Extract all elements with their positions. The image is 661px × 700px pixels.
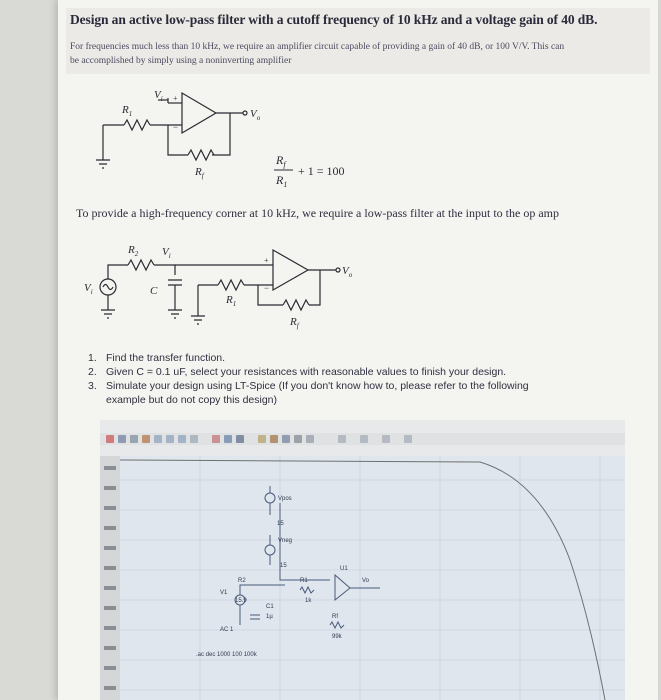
c1-label: C1 bbox=[266, 604, 274, 610]
vo-sch-label: Vo bbox=[362, 578, 370, 584]
resistor-r2-icon bbox=[128, 260, 154, 270]
resistor-r1b-icon bbox=[218, 280, 244, 290]
task-list bbox=[88, 352, 628, 408]
v15b-label: 15 bbox=[280, 563, 287, 569]
svg-text:−: − bbox=[264, 283, 270, 293]
circuit2-opamp bbox=[273, 250, 308, 290]
v15c-label: 15.9 bbox=[235, 598, 247, 604]
ground-icon bbox=[96, 160, 110, 168]
u1-label: U1 bbox=[340, 566, 348, 572]
resistor-rf-icon bbox=[188, 150, 214, 160]
ground-icon bbox=[168, 310, 182, 318]
circuit2-vi-label: $V_i$ bbox=[84, 282, 93, 296]
vo-terminal-icon bbox=[243, 111, 247, 115]
circuit2-vi2-label: $V_i$ bbox=[162, 246, 171, 260]
task-item: 3. Simulate your design using LT-Spice (If you don't know how to, please refer to the following bbox=[88, 380, 529, 392]
vneg-label: Vneg bbox=[278, 538, 293, 544]
svg-text:+: + bbox=[264, 256, 269, 265]
ground-icon bbox=[191, 316, 205, 324]
circuit1-rf-label: $R_f$ bbox=[195, 166, 204, 180]
intro-line-1: For frequencies much less than 10 kHz, we require an amplifier circuit capable of providing a gain of 40 dB, or 100 V/V. This can bbox=[70, 42, 565, 52]
circuit2-r1-label: $R_1$ bbox=[226, 294, 237, 308]
schematic-area bbox=[120, 456, 625, 700]
v1-label: V1 bbox=[220, 590, 228, 596]
gain-equation bbox=[274, 153, 345, 189]
r2-label: R2 bbox=[238, 578, 246, 584]
rf-sch-label: Rf bbox=[332, 614, 338, 620]
circuit2-rf-label: $R_f$ bbox=[290, 316, 299, 330]
problem-title: Design an active low-pass filter with a cutoff frequency of 10 kHz and a voltage gain of 40 dB. bbox=[70, 12, 598, 27]
ltspice-canvas bbox=[100, 420, 625, 700]
document-page bbox=[58, 0, 658, 700]
paragraph-lowpass: To provide a high-frequency corner at 10 kHz, we require a low-pass filter at the input to the op amp bbox=[76, 206, 559, 220]
task-item: 1. Find the transfer function. bbox=[88, 352, 226, 364]
vpos-label: Vpos bbox=[278, 496, 292, 502]
resistor-rf2-icon bbox=[283, 300, 309, 310]
svg-text:+: + bbox=[173, 94, 178, 103]
circuit-diagrams bbox=[58, 0, 658, 345]
c1val-label: 1µ bbox=[266, 614, 273, 620]
circuit2-r2-label: $R_2$ bbox=[128, 244, 139, 258]
v15a-label: 15 bbox=[277, 521, 284, 527]
rfval-label: 99k bbox=[332, 634, 342, 640]
intro-line-2: be accomplished by simply using a noninverting amplifier bbox=[70, 56, 292, 66]
svg-text:+ 1 = 100: + 1 = 100 bbox=[298, 164, 345, 178]
resistor-r1-icon bbox=[124, 120, 150, 130]
r1val-label: 1k bbox=[305, 598, 312, 604]
svg-text:Rf: $R_f$ bbox=[276, 153, 286, 169]
directive-label: .ac dec 1000 100 100k bbox=[196, 652, 257, 658]
svg-text:R1: $R_1$ bbox=[276, 173, 288, 189]
ltspice-screenshot bbox=[100, 420, 625, 700]
ground-icon bbox=[101, 310, 115, 318]
circuit1-opamp bbox=[182, 93, 216, 133]
circuit2-c-label: C bbox=[150, 285, 158, 297]
circuit1-r1-label: $R_1$ bbox=[122, 104, 133, 118]
task-item: 2. Given C = 0.1 uF, select your resistances with reasonable values to finish your design. bbox=[88, 366, 507, 378]
task-item: example but do not copy this design) bbox=[106, 394, 278, 406]
r1-sch-label: R1 bbox=[300, 578, 308, 584]
circuit1-vi-label: $V_i$ bbox=[154, 89, 163, 103]
vo2-terminal-icon bbox=[336, 268, 340, 272]
svg-text:−: − bbox=[173, 122, 179, 132]
ac-label: AC 1 bbox=[220, 627, 234, 633]
capacitor-c-icon bbox=[168, 280, 182, 285]
circuit1-vo-label: $V_o$ bbox=[250, 108, 261, 122]
circuit2-vo-label: $V_o$ bbox=[342, 265, 353, 279]
